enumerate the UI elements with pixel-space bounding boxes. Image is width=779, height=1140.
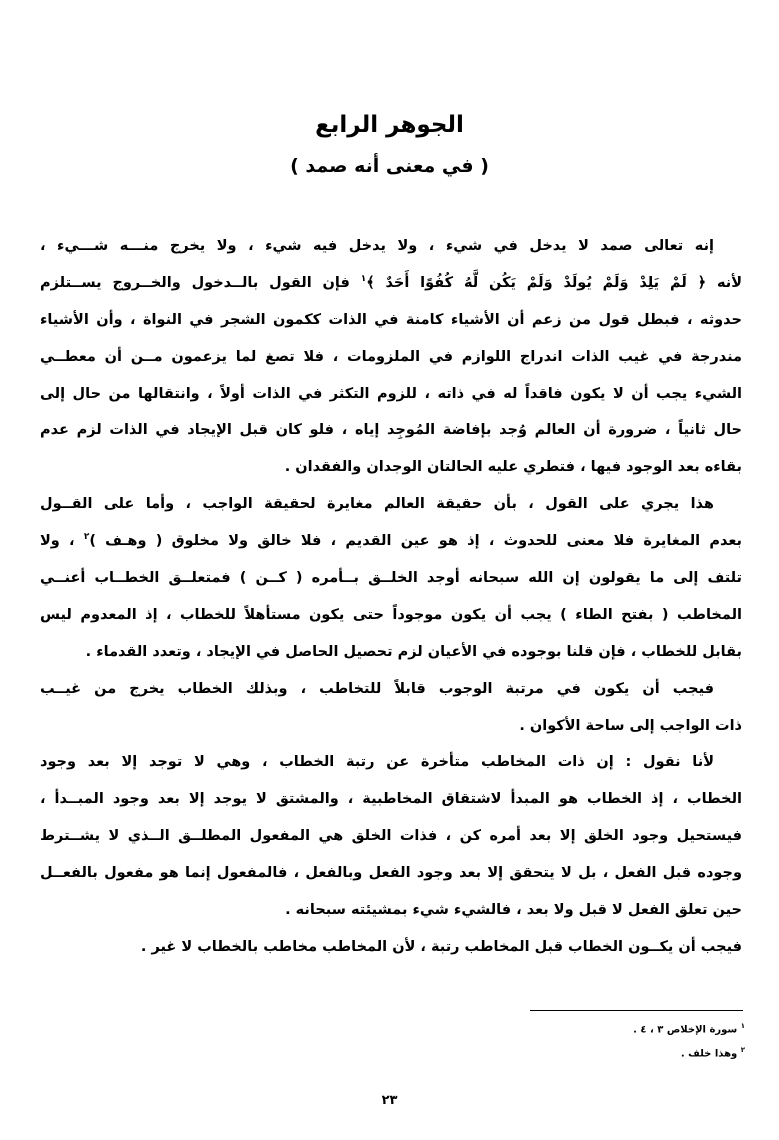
body-text xyxy=(40,228,742,966)
footnote-text: سورة الإخلاص ٣ ، ٤ . xyxy=(633,1024,738,1036)
page-subtitle: ( في معنى أنه صمد ) xyxy=(290,155,489,177)
text-line: فيستحيل وجود الخلق إلا بعد أمره كن ، فذات الخلق هي المفعول المطلــق الــذي لا يشــترط xyxy=(40,828,742,845)
footnote-divider xyxy=(530,1010,743,1011)
text-line: لأنا نقول : إن ذات المخاطب متأخرة عن رتبة الخطاب ، وهي لا توجد إلا بعد وجود xyxy=(40,754,714,771)
text-line: بقاءه بعد الوجود فيها ، فتطري عليه الحالتان الوجدان والفقدان . xyxy=(284,459,742,476)
text-line: الخطاب ، إذ الخطاب هو المبدأ لاشتقاق المخاطبية ، والمشتق لا يوجد إلا بعد وجود المبــدأ ، xyxy=(40,791,742,808)
text-line: هذا يجري على القول ، بأن حقيقة العالم مغايرة لحقيقة الواجب ، وأما على القــول xyxy=(40,496,714,513)
text-line: بعدم المغايرة فلا معنى للحدوث ، إذ هو عين القديم ، فلا خالق ولا مخلوق ( وهـف )$^٢$ ، ولا xyxy=(40,532,742,550)
text-line: إنه تعالى صمد لا يدخل في شيء ، ولا يدخل فيه شيء ، ولا يخرج منـــه شـــيء ، xyxy=(40,238,714,254)
text-line: مندرجة في غيب الذات اندراج اللوازم في الملزومات ، فلا تصغ لما يزعمون مــن أن معطــي xyxy=(40,348,742,365)
footnote-text: وهذا خلف . xyxy=(680,1048,738,1060)
text-line: فيجب أن يكــون الخطاب قبل المخاطب رتبة ، لأن المخاطب مخاطب بالخطاب لا غير . xyxy=(140,938,742,955)
text-line: حال ثانياً ، ضرورة أن العالم وُجد بإفاضة المُوجِد إياه ، فلو كان قبل الإيجاد في الذات لزم عدم xyxy=(40,422,742,439)
text-line: ذات الواجب إلى ساحة الأكوان . xyxy=(519,717,742,734)
text-line: تلتف إلى ما يقولون إن الله سبحانه أوجد الخلــق بــأمره ( كــن ) فمتعلــق الخطــاب أعنــي xyxy=(40,570,742,587)
footnote-ref: ١ xyxy=(360,274,367,285)
footnote-mark: ١ xyxy=(740,1022,745,1030)
footnote xyxy=(480,1022,745,1035)
text-line: حين تعلق الفعل لا قبل ولا بعد ، فالشيء شيء بمشيئته سبحانه . xyxy=(285,902,742,919)
footnote-mark: ٢ xyxy=(740,1046,745,1054)
text-line: المخاطب ( بفتح الطاء ) يجب أن يكون موجوداً حتى يكون مستأهلاً للخطاب ، إذ المعدوم ليس xyxy=(40,606,742,623)
text-line: لأنه ﴿ لَمْ يَلِدْ وَلَمْ يُولَدْ وَلَمْ يَكُن لَّهُ كُفُوًا أَحَدٌ ﴾$^١$ فإن القول بالــدخول والخــروج يســتلزم xyxy=(40,274,742,291)
text-line: حدوثه ، فبطل قول من زعم أن الأشياء كامنة في الذات ككمون الشجر في النواة ، وأن الأشياء xyxy=(40,311,742,328)
text-line-quran xyxy=(40,265,742,302)
text-line: وجوده قبل الفعل ، بل لا يتحقق إلا بعد وجود الفعل وبالفعل ، فالمفعول إنما هو مفعول بالفعــل xyxy=(40,865,742,882)
page-number: ٢٣ xyxy=(381,1093,398,1108)
text-line: فيجب أن يكون في مرتبة الوجوب قابلاً للتخاطب ، وبذلك الخطاب يخرج من غيــب xyxy=(40,680,714,697)
footnote xyxy=(480,1046,745,1059)
page-title: الجوهر الرابع xyxy=(315,112,464,138)
text-line: بقابل للخطاب ، فإن قلنا بوجوده في الأعيان لزم تحصيل الحاصل في الإيجاد ، وتعدد القدماء . xyxy=(85,643,742,660)
footnote-ref: ٢ xyxy=(83,532,90,543)
text-line: الشيء يجب أن لا يكون فاقداً له في ذاته ، للزوم التكثر في الذات أولاً ، وانتقالها من حال إلى xyxy=(40,385,742,402)
